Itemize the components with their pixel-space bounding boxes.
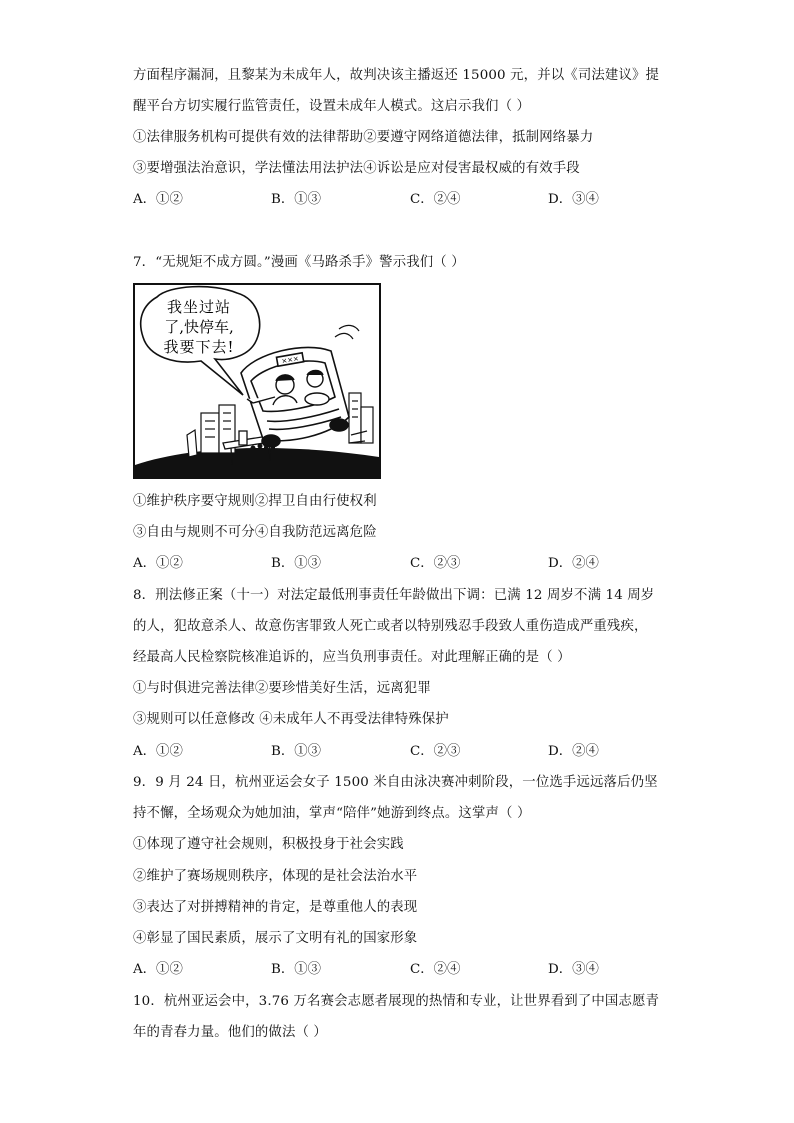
q9-option-a[interactable]: A．①② bbox=[133, 962, 183, 977]
q6-option-a[interactable]: A．①② bbox=[133, 192, 183, 207]
q9-option-c[interactable]: C．②④ bbox=[410, 962, 461, 977]
q10-stem-line-2: 年的青春力量。他们的做法（ ） bbox=[133, 1025, 327, 1040]
q6-statements-1-2: ①法律服务机构可提供有效的法律帮助②要遵守网络道德法律，抵制网络暴力 bbox=[133, 130, 594, 145]
q9-statement-2: ②维护了赛场规则秩序，体现的是社会法治水平 bbox=[133, 869, 418, 884]
cartoon-speech-line-1: 我坐过站 bbox=[166, 298, 232, 316]
q8-stem-line-2: 的人，犯故意杀人、故意伤害罪致人死亡或者以特别残忍手段致人重伤造成严重残疾， bbox=[133, 619, 648, 634]
q9-statement-4: ④彰显了国民素质，展示了文明有礼的国家形象 bbox=[133, 931, 418, 946]
q7-option-b[interactable]: B．①③ bbox=[271, 556, 322, 571]
q9-stem-line-1: 9．9 月 24 日，杭州亚运会女子 1500 米自由泳决赛冲刺阶段，一位选手远远落后仍坚 bbox=[133, 775, 658, 790]
q8-option-a[interactable]: A．①② bbox=[133, 744, 183, 759]
q7-cartoon bbox=[133, 283, 381, 479]
q8-stem-line-3: 经最高人民检察院核准追诉的，应当负刑事责任。对此理解正确的是（ ） bbox=[133, 650, 571, 665]
q6-statements-3-4: ③要增强法治意识，学法懂法用法护法④诉讼是应对侵害最权威的有效手段 bbox=[133, 161, 580, 176]
cartoon-buildings-right bbox=[349, 393, 373, 443]
q6-option-c[interactable]: C．②④ bbox=[410, 192, 461, 207]
q8-statements-3-4: ③规则可以任意修改 ④未成年人不再受法律特殊保护 bbox=[133, 712, 449, 727]
cartoon-drawing bbox=[135, 285, 379, 477]
q8-option-d[interactable]: D．②④ bbox=[548, 744, 599, 759]
q9-option-d[interactable]: D．③④ bbox=[548, 962, 599, 977]
q7-statements-3-4: ③自由与规则不可分④自我防范远离危险 bbox=[133, 525, 377, 540]
q6-stem-line-1: 方面程序漏洞，且黎某为未成年人，故判决该主播返还 15000 元，并以《司法建议》提 bbox=[133, 68, 660, 83]
cartoon-bus-sign: ××× bbox=[280, 354, 300, 366]
q7-option-a[interactable]: A．①② bbox=[133, 556, 183, 571]
q6-option-b[interactable]: B．①③ bbox=[271, 192, 322, 207]
q7-option-c[interactable]: C．②③ bbox=[410, 556, 461, 571]
q7-statements-1-2: ①维护秩序要守规则②捍卫自由行使权利 bbox=[133, 494, 377, 509]
q9-statement-1: ①体现了遵守社会规则，积极投身于社会实践 bbox=[133, 837, 404, 852]
q10-stem-line-1: 10．杭州亚运会中，3.76 万名赛会志愿者展现的热情和专业，让世界看到了中国志愿青 bbox=[133, 994, 660, 1009]
cartoon-speech-line-3: 我要下去! bbox=[163, 338, 235, 356]
q6-stem-line-2: 醒平台方切实履行监管责任，设置未成年人模式。这启示我们（ ） bbox=[133, 99, 531, 114]
q9-option-b[interactable]: B．①③ bbox=[271, 962, 322, 977]
cartoon-ground bbox=[135, 448, 379, 477]
q8-option-c[interactable]: C．②③ bbox=[410, 744, 461, 759]
q8-option-b[interactable]: B．①③ bbox=[271, 744, 322, 759]
q6-option-d[interactable]: D．③④ bbox=[548, 192, 599, 207]
cartoon-speech-line-2: 了,快停车, bbox=[164, 318, 234, 336]
q8-statements-1-2: ①与时俱进完善法律②要珍惜美好生活，远离犯罪 bbox=[133, 681, 431, 696]
q8-stem-line-1: 8．刑法修正案（十一）对法定最低刑事责任年龄做出下调：已满 12 周岁不满 14 周岁 bbox=[133, 588, 655, 603]
q7-stem: 7．“无规矩不成方圆。”漫画《马路杀手》警示我们（ ） bbox=[133, 255, 465, 270]
q9-statement-3: ③表达了对拼搏精神的肯定，是尊重他人的表现 bbox=[133, 900, 418, 915]
q7-option-d[interactable]: D．②④ bbox=[548, 556, 599, 571]
q9-stem-line-2: 持不懈，全场观众为她加油，掌声“陪伴”她游到终点。这掌声（ ） bbox=[133, 806, 531, 821]
